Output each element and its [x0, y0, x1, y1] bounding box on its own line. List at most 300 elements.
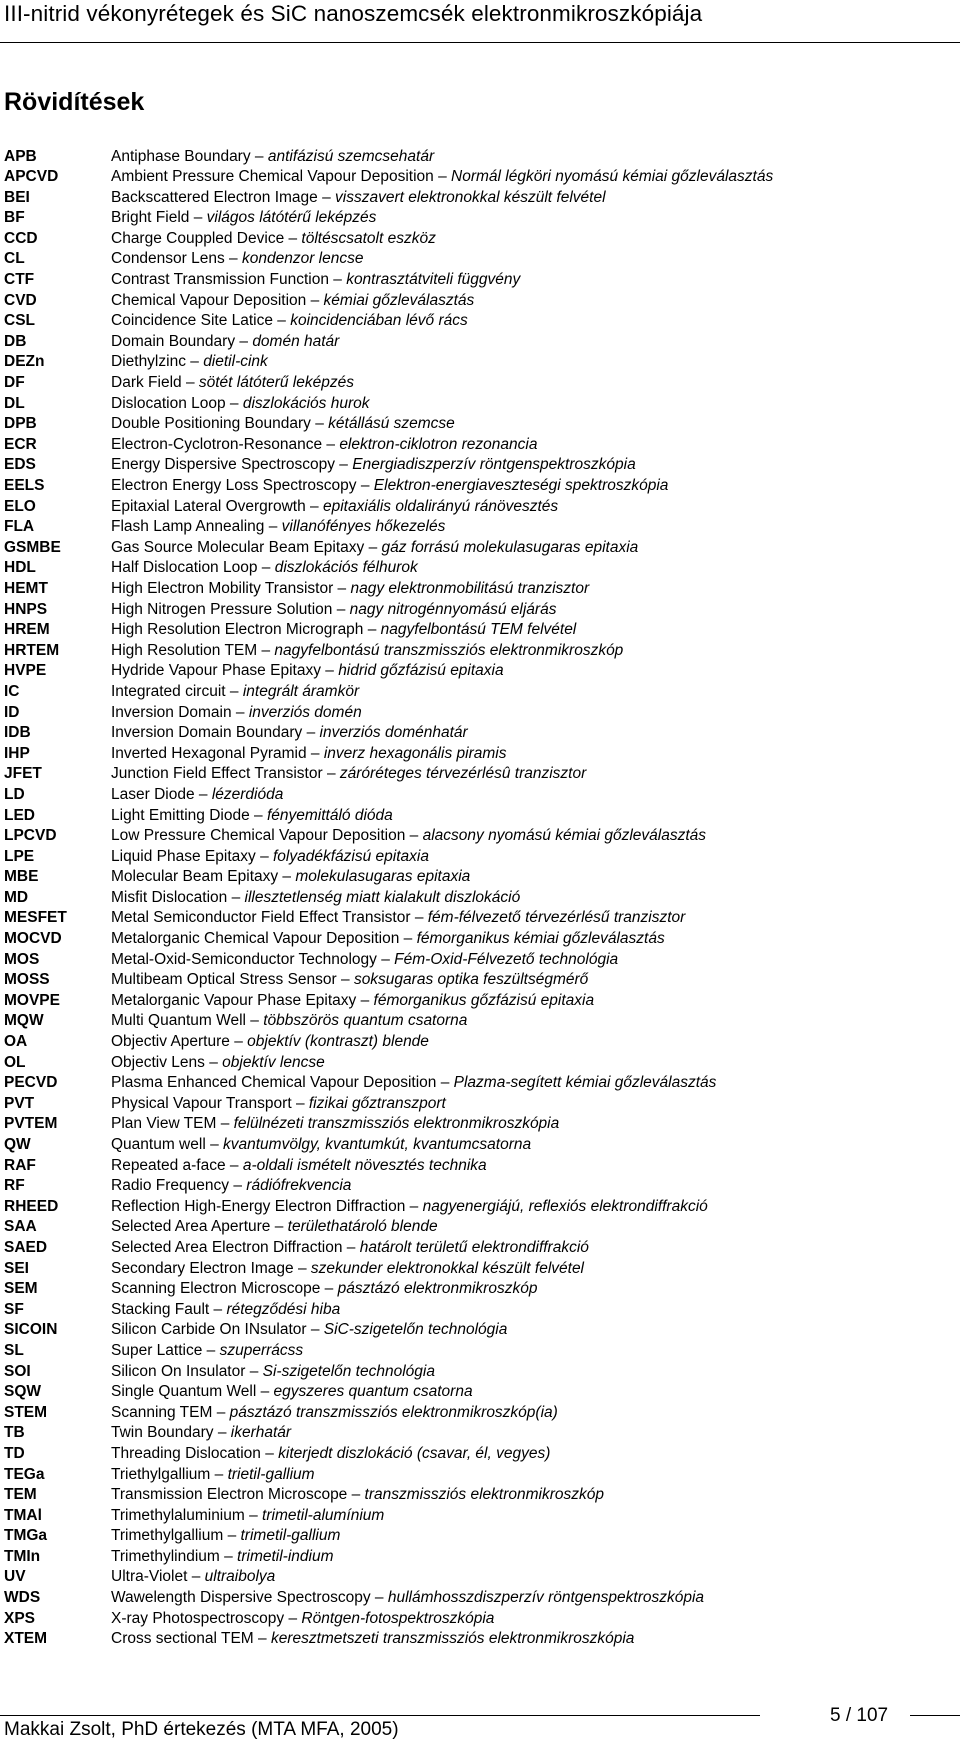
definition-separator: – [204, 1053, 223, 1071]
abbreviation-row [0, 1300, 960, 1321]
definition-english: Hydride Vapour Phase Epitaxy [111, 662, 321, 680]
abbreviation-definition [111, 1465, 315, 1486]
definition-english: Molecular Beam Epitaxy [111, 868, 279, 886]
abbreviation-code: DL [4, 394, 25, 412]
abbreviation-row [0, 476, 960, 497]
abbreviation-row [0, 641, 960, 662]
abbreviation-definition [111, 847, 429, 868]
abbreviation-code: JFET [4, 765, 42, 783]
abbreviation-row [0, 558, 960, 579]
abbreviation-definition [111, 600, 556, 621]
abbreviation-row [0, 1073, 960, 1094]
definition-english: Inverted Hexagonal Pyramid [111, 744, 307, 762]
definition-hungarian: nagyenergiájú, reflexiós elektrondiffrakció [422, 1197, 708, 1215]
abbreviation-row [0, 1629, 960, 1650]
abbreviation-definition [111, 764, 586, 785]
definition-hungarian: koincidenciában lévő rács [290, 312, 468, 330]
definition-english: Threading Dislocation [111, 1444, 261, 1462]
abbreviation-definition [111, 682, 359, 703]
abbreviation-row [0, 847, 960, 868]
definition-hungarian: fémorganikus kémiai gőzleválasztás [416, 930, 665, 948]
definition-english: Chemical Vapour Deposition [111, 291, 307, 309]
definition-english: Metalorganic Vapour Phase Epitaxy [111, 991, 357, 1009]
abbreviation-definition [111, 1094, 446, 1115]
definition-english: Multi Quantum Well [111, 1012, 246, 1030]
definition-separator: – [223, 1527, 241, 1545]
definition-separator: – [255, 847, 273, 865]
abbreviation-code: CTF [4, 271, 35, 289]
definition-hungarian: rádiófrekvencia [246, 1177, 352, 1195]
abbreviation-definition [111, 414, 455, 435]
abbreviation-definition [111, 661, 504, 682]
definition-hungarian: Plazma-segített kémiai gőzleválasztás [453, 1074, 717, 1092]
definition-hungarian: trimetil-indium [237, 1547, 334, 1565]
definition-english: Integrated circuit [111, 682, 226, 700]
definition-separator: – [212, 1403, 230, 1421]
abbreviation-definition [111, 497, 558, 518]
abbreviation-definition [111, 270, 520, 291]
definition-english: Low Pressure Chemical Vapour Deposition [111, 827, 406, 845]
abbreviation-definition [111, 1526, 340, 1547]
abbreviation-definition [111, 1279, 537, 1300]
definition-english: Plasma Enhanced Chemical Vapour Deposition [111, 1074, 437, 1092]
abbreviation-row [0, 291, 960, 312]
abbreviation-row [0, 1032, 960, 1053]
definition-hungarian: objektív lencse [222, 1053, 325, 1071]
abbreviation-definition [111, 373, 354, 394]
definition-separator: – [302, 724, 320, 742]
abbreviation-definition [111, 1485, 604, 1506]
abbreviation-code: MOSS [4, 971, 50, 989]
abbreviation-definition [111, 291, 474, 312]
abbreviation-definition [111, 1403, 558, 1424]
abbreviation-code: TMIn [4, 1547, 41, 1565]
abbreviation-code: HNPS [4, 600, 48, 618]
definition-separator: – [376, 950, 395, 968]
abbreviation-definition [111, 517, 445, 538]
definition-separator: – [436, 1074, 454, 1092]
definition-english: Scanning Electron Microscope [111, 1280, 321, 1298]
definition-separator: – [245, 1012, 264, 1030]
definition-hungarian: visszavert elektronokkal készült felvétel [335, 188, 606, 206]
definition-separator: – [399, 930, 417, 948]
abbreviation-row [0, 1279, 960, 1300]
abbreviation-code: PECVD [4, 1074, 58, 1092]
abbreviation-row [0, 414, 960, 435]
abbreviation-row [0, 352, 960, 373]
abbreviation-definition [111, 435, 537, 456]
abbreviation-code: RF [4, 1177, 25, 1195]
definition-hungarian: kiterjedt diszlokáció (csavar, él, vegyes) [278, 1444, 551, 1462]
abbreviation-row [0, 147, 960, 168]
abbreviation-row [0, 1403, 960, 1424]
definition-hungarian: a-oldali ismételt növesztés technika [242, 1156, 487, 1174]
abbreviation-code: SF [4, 1300, 24, 1318]
abbreviation-row [0, 188, 960, 209]
abbreviation-code: TD [4, 1444, 25, 1462]
abbreviation-definition [111, 1135, 531, 1156]
abbreviation-code: SL [4, 1341, 24, 1359]
abbreviation-code: ID [4, 703, 20, 721]
definition-english: Laser Diode [111, 785, 195, 803]
abbreviation-definition [111, 147, 434, 168]
definition-hungarian: lézerdióda [211, 785, 284, 803]
abbreviation-code: APCVD [4, 168, 59, 186]
definition-english: Inversion Domain [111, 703, 232, 721]
abbreviation-code: HDL [4, 559, 36, 577]
definition-hungarian: fémorganikus gőzfázisú epitaxia [373, 991, 595, 1009]
abbreviation-definition [111, 1073, 716, 1094]
abbreviation-definition [111, 888, 520, 909]
definition-english: Domain Boundary [111, 332, 236, 350]
abbreviation-code: IC [4, 682, 20, 700]
definition-separator: – [213, 1424, 231, 1442]
abbreviation-row [0, 1547, 960, 1568]
abbreviation-code: TEGa [4, 1465, 45, 1483]
abbreviation-code: LED [4, 806, 35, 824]
definition-english: Triethylgallium [111, 1465, 211, 1483]
definition-separator: – [335, 456, 353, 474]
definition-english: Dark Field [111, 374, 182, 392]
abbreviation-code: OL [4, 1053, 26, 1071]
abbreviation-row [0, 600, 960, 621]
definition-hungarian: integrált áramkör [242, 682, 360, 700]
abbreviation-code: RHEED [4, 1197, 59, 1215]
definition-hungarian: fém-félvezető térvezérlésű tranzisztor [427, 909, 686, 927]
abbreviation-code: STEM [4, 1403, 48, 1421]
abbreviation-row [0, 1238, 960, 1259]
definition-hungarian: többszörös quantum csatorna [263, 1012, 468, 1030]
abbreviation-code: XPS [4, 1609, 36, 1627]
footer-rule-left [0, 1715, 760, 1716]
definition-english: Selected Area Aperture [111, 1218, 271, 1236]
definition-english: Trimethylgallium [111, 1527, 224, 1545]
definition-english: Cross sectional TEM [111, 1630, 254, 1648]
definition-english: Super Lattice [111, 1341, 203, 1359]
definition-separator: – [278, 868, 296, 886]
definition-separator: – [209, 1300, 227, 1318]
definition-english: Inversion Domain Boundary [111, 724, 303, 742]
definition-english: Objectiv Lens [111, 1053, 205, 1071]
abbreviation-code: DB [4, 332, 27, 350]
definition-english: Secondary Electron Image [111, 1259, 294, 1277]
definition-english: Backscattered Electron Image [111, 188, 318, 206]
definition-hungarian: szuperrácss [219, 1341, 304, 1359]
abbreviation-definition [111, 1609, 494, 1630]
abbreviation-definition [111, 1259, 584, 1280]
definition-hungarian: határolt területű elektrondiffrakció [359, 1238, 589, 1256]
definition-separator: – [306, 291, 324, 309]
definition-separator: – [249, 806, 267, 824]
abbreviation-definition [111, 208, 376, 229]
definition-english: Energy Dispersive Spectroscopy [111, 456, 335, 474]
definition-hungarian: Energiadiszperzív röntgenspektroszkópia [352, 456, 636, 474]
definition-hungarian: fizikai gőztranszport [308, 1094, 446, 1112]
abbreviation-definition [111, 394, 370, 415]
abbreviation-definition [111, 1506, 384, 1527]
definition-english: Objectiv Aperture [111, 1033, 230, 1051]
abbreviation-row [0, 929, 960, 950]
abbreviation-code: BEI [4, 188, 30, 206]
abbreviation-code: HVPE [4, 662, 47, 680]
abbreviation-row [0, 1382, 960, 1403]
abbreviation-row [0, 332, 960, 353]
abbreviation-row [0, 888, 960, 909]
definition-separator: – [291, 1094, 309, 1112]
definition-hungarian: kémiai gőzleválasztás [323, 291, 475, 309]
definition-hungarian: trimetil-gallium [240, 1527, 341, 1545]
abbreviation-code: MOS [4, 950, 40, 968]
definition-separator: – [370, 1589, 388, 1607]
definition-hungarian: folyadékfázisú epitaxia [273, 847, 429, 865]
definition-hungarian: felülnézeti transzmissziós elektronmikroszkópia [233, 1115, 560, 1133]
definition-hungarian: szekunder elektronokkal készült felvétel [310, 1259, 585, 1277]
definition-separator: – [224, 250, 242, 268]
definition-hungarian: záróréteges térvezérlésû tranzisztor [339, 765, 587, 783]
abbreviation-definition [111, 229, 436, 250]
page-number: 5 / 107 [830, 1705, 889, 1726]
definition-english: High Resolution TEM [111, 641, 258, 659]
abbreviation-row [0, 1588, 960, 1609]
definition-separator: – [205, 1136, 223, 1153]
definition-english: Silicon On Insulator [111, 1362, 246, 1380]
definition-english: High Resolution Electron Micrograph [111, 621, 364, 639]
definition-english: Plan View TEM [111, 1115, 217, 1133]
definition-english: Half Dislocation Loop [111, 559, 258, 577]
definition-separator: – [284, 229, 302, 247]
abbreviation-code: LPE [4, 847, 35, 865]
abbreviation-code: MESFET [4, 909, 67, 927]
definition-hungarian: világos látótérű leképzés [206, 209, 377, 227]
definition-hungarian: domén határ [252, 332, 340, 350]
abbreviation-code: ECR [4, 435, 37, 453]
abbreviation-code: SEM [4, 1280, 38, 1298]
definition-hungarian: SiC-szigetelőn technológia [323, 1321, 508, 1339]
abbreviation-code: LD [4, 785, 25, 803]
definition-english: Single Quantum Well [111, 1383, 257, 1401]
definition-separator: – [317, 188, 336, 206]
abbreviation-definition [111, 538, 638, 559]
definition-separator: – [219, 1547, 238, 1565]
abbreviation-definition [111, 311, 468, 332]
abbreviation-code: HREM [4, 621, 50, 639]
abbreviation-row [0, 229, 960, 250]
abbreviation-code: QW [4, 1136, 31, 1153]
abbreviation-row [0, 1341, 960, 1362]
definition-english: Antiphase Boundary [111, 147, 251, 165]
abbreviation-row [0, 1011, 960, 1032]
abbreviation-code: BF [4, 209, 25, 227]
definition-separator: – [253, 1630, 271, 1648]
definition-hungarian: Fém-Oxid-Félvezető technológia [394, 950, 619, 968]
definition-separator: – [245, 1362, 263, 1380]
definition-hungarian: transzmissziós elektronmikroszkóp [364, 1486, 605, 1504]
abbreviation-row [0, 1362, 960, 1383]
definition-hungarian: kontrasztátviteli függvény [346, 271, 521, 289]
definition-hungarian: inverziós doménhatár [319, 724, 468, 742]
definition-hungarian: területhatároló blende [287, 1218, 438, 1236]
definition-separator: – [363, 621, 381, 639]
definition-hungarian: kvantumvölgy, kvantumkút, kvantumcsatorna [223, 1136, 532, 1153]
abbreviation-row [0, 1156, 960, 1177]
definition-hungarian: fényemittáló dióda [266, 806, 393, 824]
section-heading: Rövidítések [4, 88, 145, 116]
definition-hungarian: dietil-cink [203, 353, 268, 371]
definition-separator: – [225, 394, 243, 412]
definition-separator: – [229, 1033, 248, 1051]
abbreviation-row [0, 1135, 960, 1156]
abbreviation-definition [111, 1300, 340, 1321]
abbreviation-definition [111, 1238, 589, 1259]
definition-english: Physical Vapour Transport [111, 1094, 292, 1112]
header-rule [0, 42, 960, 43]
abbreviation-code: WDS [4, 1589, 41, 1607]
abbreviation-code: SICOIN [4, 1321, 58, 1339]
definition-hungarian: keresztmetszeti transzmissziós elektronmikroszkópia [270, 1630, 635, 1648]
definition-separator: – [320, 662, 339, 680]
abbreviation-row [0, 455, 960, 476]
abbreviation-code: TMAl [4, 1506, 42, 1524]
abbreviation-row [0, 1485, 960, 1506]
abbreviation-definition [111, 1053, 325, 1074]
definition-hungarian: trietil-gallium [227, 1465, 315, 1483]
definition-english: Ambient Pressure Chemical Vapour Deposition [111, 168, 434, 186]
definition-hungarian: Normál légköri nyomású kémiai gőzleválasztás [451, 168, 774, 186]
abbreviation-definition [111, 1423, 291, 1444]
abbreviation-row [0, 661, 960, 682]
abbreviation-list [0, 147, 960, 1650]
definition-hungarian: trimetil-alumínium [262, 1506, 385, 1524]
definition-hungarian: egyszeres quantum csatorna [273, 1383, 473, 1401]
abbreviation-row [0, 435, 960, 456]
abbreviation-definition [111, 167, 773, 188]
abbreviation-definition [111, 476, 668, 497]
definition-separator: – [181, 374, 199, 392]
abbreviation-row [0, 1465, 960, 1486]
definition-separator: – [342, 1238, 360, 1256]
definition-hungarian: diszlokációs hurok [242, 394, 370, 412]
abbreviation-row [0, 826, 960, 847]
abbreviation-definition [111, 1176, 351, 1197]
abbreviation-code: MOCVD [4, 930, 62, 948]
definition-hungarian: nagy elektronmobilitású tranzisztor [350, 579, 590, 597]
abbreviation-row [0, 764, 960, 785]
abbreviation-code: CVD [4, 291, 37, 309]
abbreviation-definition [111, 785, 283, 806]
definition-hungarian: molekulasugaras epitaxia [295, 868, 471, 886]
abbreviation-row [0, 1506, 960, 1527]
abbreviation-row [0, 311, 960, 332]
definition-english: Dislocation Loop [111, 394, 226, 412]
definition-hungarian: rétegződési hiba [226, 1300, 341, 1318]
abbreviation-code: HEMT [4, 579, 48, 597]
abbreviation-definition [111, 1197, 708, 1218]
definition-hungarian: nagyfelbontású transzmissziós elektronmikroszkóp [274, 641, 624, 659]
definition-english: Contrast Transmission Function [111, 271, 329, 289]
abbreviation-definition [111, 1341, 303, 1362]
abbreviation-definition [111, 1382, 473, 1403]
abbreviation-row [0, 744, 960, 765]
abbreviation-definition [111, 826, 706, 847]
abbreviation-definition [111, 744, 506, 765]
abbreviation-definition [111, 723, 468, 744]
definition-english: X-ray Photospectroscopy [111, 1609, 285, 1627]
definition-hungarian: ultraibolya [204, 1568, 276, 1586]
abbreviation-code: IDB [4, 724, 31, 742]
abbreviation-code: SQW [4, 1383, 42, 1401]
abbreviation-definition [111, 867, 470, 888]
abbreviation-code: SAED [4, 1238, 48, 1256]
definition-separator: – [235, 332, 253, 350]
definition-english: Bright Field [111, 209, 190, 227]
abbreviation-code: EDS [4, 456, 36, 474]
definition-english: Electron-Cyclotron-Resonance [111, 435, 323, 453]
definition-hungarian: sötét látóterű leképzés [198, 374, 354, 392]
definition-separator: – [231, 703, 249, 721]
definition-separator: – [305, 497, 323, 515]
definition-hungarian: diszlokációs félhurok [274, 559, 418, 577]
definition-english: Gas Source Molecular Beam Epitaxy [111, 538, 365, 556]
abbreviation-row [0, 785, 960, 806]
definition-english: Radio Frequency [111, 1177, 230, 1195]
abbreviation-definition [111, 332, 339, 353]
abbreviation-row [0, 620, 960, 641]
abbreviation-definition [111, 970, 588, 991]
definition-hungarian: töltéscsatolt eszköz [301, 229, 436, 247]
abbreviation-row [0, 991, 960, 1012]
abbreviation-code: EELS [4, 477, 45, 494]
definition-separator: – [433, 168, 452, 186]
definition-separator: – [227, 888, 245, 906]
abbreviation-code: PVT [4, 1094, 35, 1112]
definition-hungarian: inverziós domén [248, 703, 362, 721]
abbreviation-row [0, 538, 960, 559]
definition-hungarian: gáz forrású molekulasugaras epitaxia [381, 538, 639, 556]
definition-hungarian: Elektron-energiaveszteségi spektroszkópia [373, 477, 669, 494]
definition-separator: – [264, 518, 282, 536]
abbreviation-definition [111, 908, 685, 929]
definition-english: Trimethylaluminium [111, 1506, 245, 1524]
definition-english: Trimethylindium [111, 1547, 220, 1565]
definition-english: Condensor Lens [111, 250, 225, 268]
abbreviation-row [0, 1176, 960, 1197]
abbreviation-row [0, 1114, 960, 1135]
abbreviation-definition [111, 1444, 550, 1465]
definition-english: Twin Boundary [111, 1424, 214, 1442]
abbreviation-row [0, 1197, 960, 1218]
definition-english: Reflection High-Energy Electron Diffraction [111, 1197, 406, 1215]
definition-hungarian: hullámhosszdiszperzív röntgenspektroszkópia [387, 1589, 705, 1607]
abbreviation-row [0, 579, 960, 600]
abbreviation-definition [111, 1547, 334, 1568]
definition-hungarian: soksugaras optika feszültségmérő [353, 971, 589, 989]
abbreviation-row [0, 1053, 960, 1074]
abbreviation-definition [111, 579, 589, 600]
definition-english: Liquid Phase Epitaxy [111, 847, 256, 865]
abbreviation-row [0, 1567, 960, 1588]
definition-separator: – [347, 1486, 365, 1504]
definition-hungarian: elektron-ciklotron rezonancia [339, 435, 538, 453]
definition-english: Quantum well [111, 1136, 206, 1153]
abbreviation-definition [111, 806, 393, 827]
definition-hungarian: epitaxiális oldalirányú ránövesztés [322, 497, 559, 515]
abbreviation-row [0, 167, 960, 188]
abbreviation-definition [111, 929, 665, 950]
definition-separator: – [273, 312, 291, 330]
abbreviation-code: PVTEM [4, 1115, 58, 1133]
definition-separator: – [257, 559, 275, 577]
abbreviation-definition [111, 249, 363, 270]
